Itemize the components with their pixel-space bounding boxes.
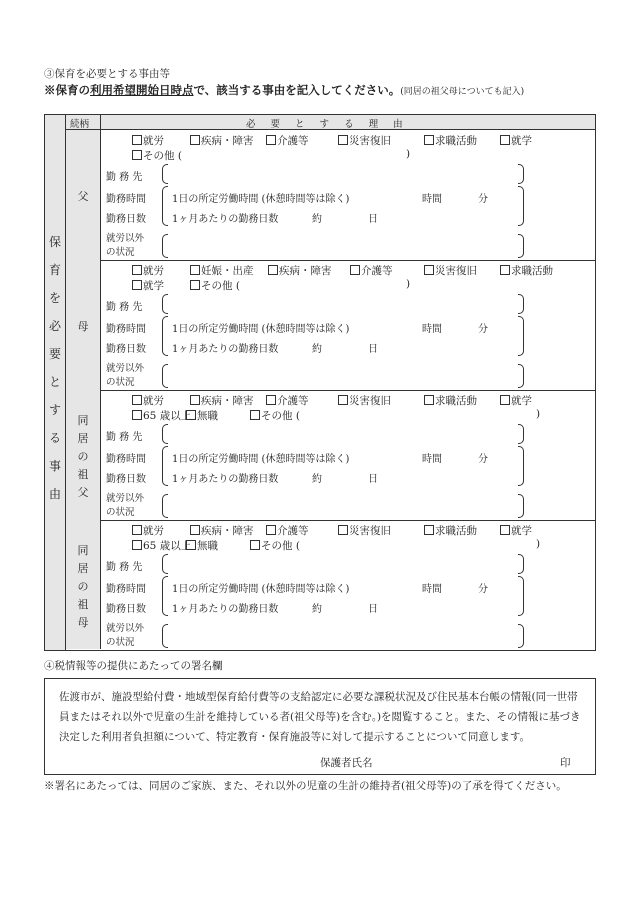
- other-status-label: 就労以外: [106, 233, 145, 244]
- relation-cell: [66, 520, 101, 649]
- other-status-label: の状況: [106, 637, 135, 648]
- checkbox-label: 就労: [143, 265, 164, 277]
- section4-title: ④税情報等の提供にあたっての署名欄: [44, 660, 223, 672]
- checkbox[interactable]: [250, 540, 260, 550]
- left-label-char: る: [48, 431, 61, 445]
- checkbox[interactable]: [190, 525, 200, 535]
- other-close-paren: ): [406, 278, 411, 290]
- other-close-paren: ): [406, 148, 411, 160]
- reason-block: [66, 130, 595, 261]
- relation-char: の: [77, 580, 89, 593]
- left-label-char: 保: [48, 235, 61, 249]
- checkbox-label: 疾病・障害: [279, 265, 332, 277]
- left-label-column: [45, 115, 66, 650]
- work-hours-label: 勤務時間: [106, 324, 146, 335]
- relation-char: 祖: [77, 468, 89, 481]
- checkbox[interactable]: [190, 265, 200, 275]
- bracket-right: [518, 316, 524, 356]
- relation-cell: [66, 260, 101, 390]
- reason-checkbox-option[interactable]: [132, 263, 164, 278]
- bracket-right: [518, 446, 524, 486]
- checkbox[interactable]: [350, 265, 360, 275]
- relation-char: 同: [77, 544, 89, 557]
- checkbox[interactable]: [338, 395, 348, 405]
- checkbox-label: 求職活動: [435, 135, 477, 147]
- reason-block: [66, 260, 595, 391]
- bracket-right: [518, 494, 524, 518]
- checkbox[interactable]: [132, 410, 142, 420]
- notice-note: (同居の祖父母についても記入): [400, 87, 525, 97]
- reason-checkbox-option[interactable]: [190, 133, 254, 148]
- reason-checkbox-option[interactable]: [338, 393, 391, 408]
- relation-char: 居: [77, 562, 89, 575]
- checkbox[interactable]: [266, 135, 276, 145]
- relation-char: 祖: [77, 598, 89, 611]
- reason-checkbox-option[interactable]: [190, 523, 254, 538]
- bracket-right: [518, 576, 524, 616]
- hours-text: 1日の所定労働時間 (休憩時間等は除く): [172, 584, 350, 595]
- notice-prefix: ※保育の: [44, 83, 90, 97]
- work-days-label: 勤務日数: [106, 474, 146, 485]
- days-text: 1ヶ月あたりの勤務日数: [172, 474, 279, 485]
- checkbox-label: 求職活動: [511, 265, 553, 277]
- other-status-label: の状況: [106, 377, 135, 388]
- checkbox-label: 就労: [143, 135, 164, 147]
- left-label-char: 要: [48, 347, 61, 361]
- footnote: ※署名にあたっては、同居のご家族、また、それ以外の児童の生計の維持者(祖父母等)の了承を得てください。: [44, 780, 567, 792]
- other-status-field[interactable]: [170, 364, 510, 386]
- header-relation: 続柄: [70, 119, 90, 130]
- bracket-left: [162, 234, 168, 258]
- hours-unit-h: 時間: [422, 584, 442, 595]
- reason-checkbox-option[interactable]: [190, 263, 254, 278]
- checkbox[interactable]: [424, 395, 434, 405]
- checkbox[interactable]: [338, 525, 348, 535]
- hours-unit-m: 分: [478, 454, 488, 465]
- checkbox[interactable]: [132, 265, 142, 275]
- checkbox[interactable]: [338, 135, 348, 145]
- checkbox-label: 介護等: [277, 395, 309, 407]
- reason-checkbox-option[interactable]: [190, 278, 240, 293]
- header-divider: [100, 115, 101, 129]
- hours-text: 1日の所定労働時間 (休憩時間等は除く): [172, 194, 350, 205]
- reason-checkbox-option[interactable]: [190, 393, 254, 408]
- relation-char: 母: [77, 320, 89, 333]
- relation-char: 居: [77, 432, 89, 445]
- bracket-left: [162, 576, 168, 616]
- left-label-char: 必: [48, 319, 61, 333]
- reason-checkbox-option[interactable]: [424, 523, 477, 538]
- bracket-right: [518, 234, 524, 258]
- days-approx: 約: [312, 214, 322, 225]
- days-text: 1ヶ月あたりの勤務日数: [172, 604, 279, 615]
- bracket-right: [518, 624, 524, 648]
- checkbox[interactable]: [186, 410, 196, 420]
- work-hours-label: 勤務時間: [106, 584, 146, 595]
- checkbox[interactable]: [132, 280, 142, 290]
- reason-block: [66, 390, 595, 521]
- reason-checkbox-option[interactable]: [424, 393, 477, 408]
- reason-checkbox-option[interactable]: [132, 148, 182, 163]
- hours-unit-m: 分: [478, 324, 488, 335]
- checkbox-label: 就学: [511, 135, 532, 147]
- other-status-label: の状況: [106, 507, 135, 518]
- checkbox-label: その他 (: [143, 150, 182, 162]
- notice-suffix: で、該当する事由を記入してください。: [193, 83, 401, 97]
- bracket-right: [518, 164, 524, 184]
- left-label-char: 育: [48, 263, 61, 277]
- consent-text: 佐渡市が、施設型給付費・地域型保育給付費等の支給認定に必要な課税状況及び住民基本台帳の情報(同一世帯員またはそれ以外で児童の生計を維持している者(祖父母等)を含む。)を閲覧すること。また、その情報に基づき決定した利用者負担額について、特定教育・保育施設等に対して提示することについて同意します。: [59, 691, 581, 743]
- reason-checkbox-option[interactable]: [338, 133, 391, 148]
- left-label-char: と: [48, 375, 61, 389]
- hours-text: 1日の所定労働時間 (休憩時間等は除く): [172, 454, 350, 465]
- hours-unit-h: 時間: [422, 324, 442, 335]
- hours-unit-h: 時間: [422, 454, 442, 465]
- reason-checkbox-option[interactable]: [338, 523, 391, 538]
- other-status-label: 就労以外: [106, 623, 145, 634]
- other-close-paren: ): [536, 538, 541, 550]
- work-hours-label: 勤務時間: [106, 454, 146, 465]
- other-status-field[interactable]: [170, 624, 510, 646]
- reason-checkbox-option[interactable]: [186, 538, 218, 553]
- other-status-label: 就労以外: [106, 363, 145, 374]
- workplace-field[interactable]: [170, 424, 510, 442]
- reason-checkbox-option[interactable]: [424, 263, 477, 278]
- reason-checkbox-option[interactable]: [500, 263, 553, 278]
- other-close-paren: ): [536, 408, 541, 420]
- checkbox[interactable]: [424, 265, 434, 275]
- work-days-label: 勤務日数: [106, 604, 146, 615]
- checkbox[interactable]: [132, 525, 142, 535]
- work-days-label: 勤務日数: [106, 344, 146, 355]
- seal-mark: 印: [560, 757, 571, 769]
- left-label-char: 由: [48, 487, 61, 501]
- reason-checkbox-option[interactable]: [268, 263, 332, 278]
- table-header: [66, 115, 595, 130]
- reason-checkbox-option[interactable]: [132, 278, 164, 293]
- bracket-left: [162, 424, 168, 444]
- work-days-label: 勤務日数: [106, 214, 146, 225]
- bracket-right: [518, 294, 524, 314]
- checkbox-label: 65 歳以上: [143, 410, 192, 422]
- hours-unit-m: 分: [478, 584, 488, 595]
- reason-checkbox-option[interactable]: [132, 408, 191, 423]
- other-status-field[interactable]: [170, 234, 510, 256]
- checkbox-label: 介護等: [277, 525, 309, 537]
- checkbox-label: 災害復旧: [435, 265, 477, 277]
- notice-text: [44, 82, 524, 98]
- workplace-field[interactable]: [170, 294, 510, 312]
- checkbox[interactable]: [424, 525, 434, 535]
- checkbox-label: 介護等: [361, 265, 393, 277]
- reason-checkbox-option[interactable]: [500, 133, 532, 148]
- checkbox-label: 就学: [511, 525, 532, 537]
- reason-checkbox-option[interactable]: [186, 408, 218, 423]
- section3-title: ③保育を必要とする事由等: [44, 68, 170, 80]
- signature-box: [44, 678, 596, 775]
- days-unit: 日: [368, 474, 378, 485]
- checkbox-label: 疾病・障害: [201, 525, 254, 537]
- reason-checkbox-option[interactable]: [250, 408, 300, 423]
- checkbox-label: 就労: [143, 395, 164, 407]
- checkbox-label: 災害復旧: [349, 135, 391, 147]
- checkbox-label: 介護等: [277, 135, 309, 147]
- workplace-field[interactable]: [170, 554, 510, 572]
- left-label-char: す: [48, 403, 61, 417]
- checkbox-label: その他 (: [261, 540, 300, 552]
- reason-table: [44, 114, 596, 651]
- days-approx: 約: [312, 604, 322, 615]
- hours-unit-h: 時間: [422, 194, 442, 205]
- guardian-name-field[interactable]: [385, 753, 555, 767]
- left-label-char: 事: [48, 459, 61, 473]
- checkbox-label: 就労: [143, 525, 164, 537]
- checkbox[interactable]: [500, 135, 510, 145]
- bracket-left: [162, 494, 168, 518]
- reason-checkbox-option[interactable]: [132, 133, 164, 148]
- checkbox[interactable]: [132, 540, 142, 550]
- checkbox-label: 災害復旧: [349, 525, 391, 537]
- checkbox-label: その他 (: [201, 280, 240, 292]
- relation-char: 父: [77, 486, 89, 499]
- days-unit: 日: [368, 214, 378, 225]
- bracket-left: [162, 294, 168, 314]
- checkbox-label: 妊娠・出産: [201, 265, 254, 277]
- checkbox-label: 就学: [511, 395, 532, 407]
- other-status-label: の状況: [106, 247, 135, 258]
- hours-text: 1日の所定労働時間 (休憩時間等は除く): [172, 324, 350, 335]
- workplace-label: 勤 務 先: [106, 172, 143, 183]
- reason-checkbox-option[interactable]: [132, 538, 191, 553]
- reason-checkbox-option[interactable]: [132, 393, 164, 408]
- header-reason: 必 要 と す る 理 由: [246, 119, 409, 130]
- checkbox[interactable]: [190, 135, 200, 145]
- reason-checkbox-option[interactable]: [266, 393, 309, 408]
- checkbox-label: 求職活動: [435, 525, 477, 537]
- bracket-left: [162, 316, 168, 356]
- reason-checkbox-option[interactable]: [132, 523, 164, 538]
- bracket-right: [518, 424, 524, 444]
- days-text: 1ヶ月あたりの勤務日数: [172, 214, 279, 225]
- checkbox[interactable]: [266, 395, 276, 405]
- days-unit: 日: [368, 344, 378, 355]
- reason-checkbox-option[interactable]: [266, 523, 309, 538]
- workplace-label: 勤 務 先: [106, 432, 143, 443]
- checkbox-label: 求職活動: [435, 395, 477, 407]
- checkbox[interactable]: [500, 525, 510, 535]
- checkbox[interactable]: [132, 135, 142, 145]
- notice-underlined: 利用希望開始日時点: [90, 83, 194, 97]
- checkbox[interactable]: [268, 265, 278, 275]
- checkbox[interactable]: [190, 395, 200, 405]
- reason-block: [66, 520, 595, 649]
- bracket-left: [162, 364, 168, 388]
- checkbox-label: その他 (: [261, 410, 300, 422]
- days-unit: 日: [368, 604, 378, 615]
- checkbox[interactable]: [132, 395, 142, 405]
- bracket-right: [518, 364, 524, 388]
- days-approx: 約: [312, 344, 322, 355]
- bracket-right: [518, 186, 524, 226]
- workplace-label: 勤 務 先: [106, 302, 143, 313]
- checkbox-label: 疾病・障害: [201, 395, 254, 407]
- checkbox-label: 就学: [143, 280, 164, 292]
- reason-checkbox-option[interactable]: [250, 538, 300, 553]
- relation-char: 父: [77, 190, 89, 203]
- bracket-left: [162, 186, 168, 226]
- bracket-right: [518, 554, 524, 574]
- checkbox[interactable]: [266, 525, 276, 535]
- checkbox[interactable]: [186, 540, 196, 550]
- checkbox[interactable]: [500, 395, 510, 405]
- relation-cell: [66, 390, 101, 520]
- checkbox-label: 疾病・障害: [201, 135, 254, 147]
- relation-char: の: [77, 450, 89, 463]
- relation-char: 同: [77, 414, 89, 427]
- checkbox[interactable]: [250, 410, 260, 420]
- checkbox-label: 災害復旧: [349, 395, 391, 407]
- other-status-field[interactable]: [170, 494, 510, 516]
- relation-cell: [66, 130, 101, 260]
- left-label-char: を: [48, 291, 61, 305]
- other-status-label: 就労以外: [106, 493, 145, 504]
- workplace-field[interactable]: [170, 164, 510, 182]
- bracket-left: [162, 446, 168, 486]
- checkbox-label: 65 歳以上: [143, 540, 192, 552]
- days-text: 1ヶ月あたりの勤務日数: [172, 344, 279, 355]
- days-approx: 約: [312, 474, 322, 485]
- reason-checkbox-option[interactable]: [424, 133, 477, 148]
- checkbox[interactable]: [424, 135, 434, 145]
- bracket-left: [162, 164, 168, 184]
- reason-checkbox-option[interactable]: [500, 393, 532, 408]
- reason-checkbox-option[interactable]: [500, 523, 532, 538]
- checkbox[interactable]: [190, 280, 200, 290]
- reason-checkbox-option[interactable]: [350, 263, 393, 278]
- hours-unit-m: 分: [478, 194, 488, 205]
- bracket-left: [162, 554, 168, 574]
- bracket-left: [162, 624, 168, 648]
- checkbox-label: 無職: [197, 540, 218, 552]
- checkbox[interactable]: [132, 150, 142, 160]
- checkbox-label: 無職: [197, 410, 218, 422]
- guardian-name-label: 保護者氏名: [320, 757, 373, 769]
- reason-checkbox-option[interactable]: [266, 133, 309, 148]
- workplace-label: 勤 務 先: [106, 562, 143, 573]
- work-hours-label: 勤務時間: [106, 194, 146, 205]
- checkbox[interactable]: [500, 265, 510, 275]
- relation-char: 母: [77, 616, 89, 629]
